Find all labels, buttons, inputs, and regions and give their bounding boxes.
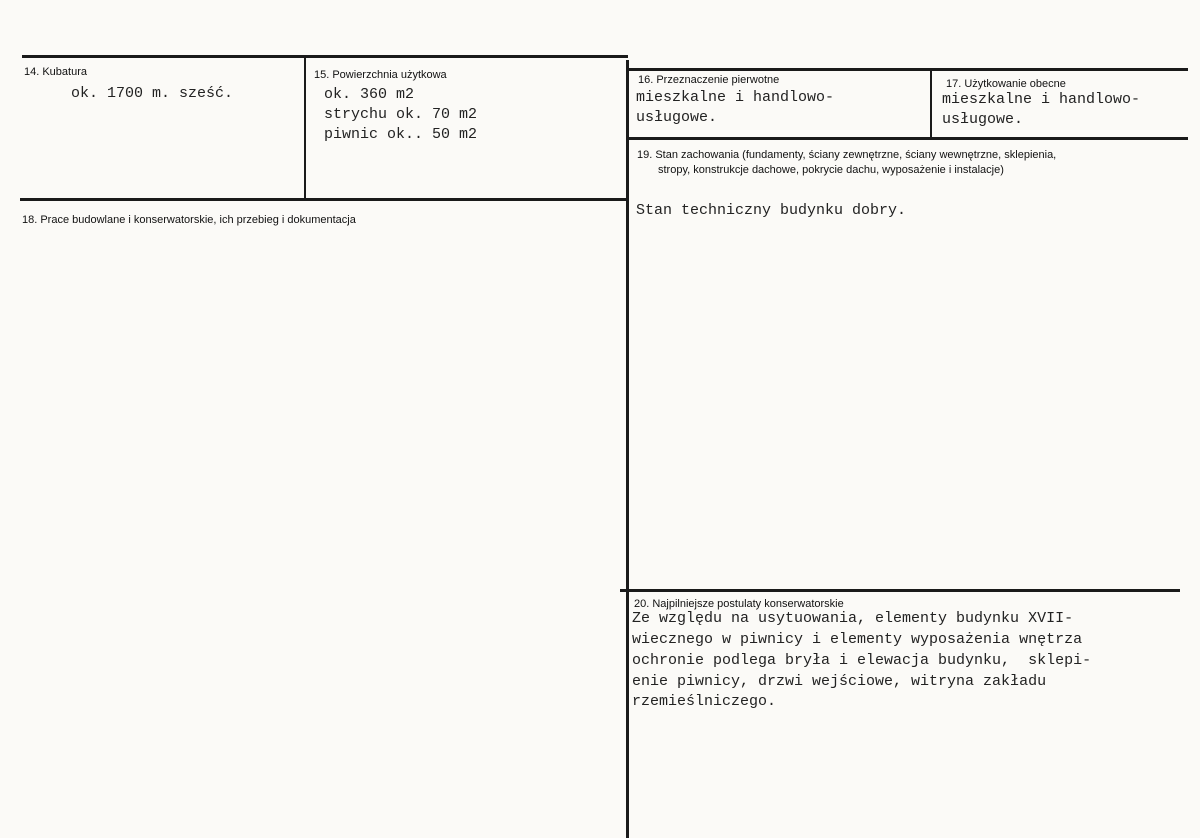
uzytkowanie-line: usługowe. [942,111,1024,128]
postulaty-line: wiecznego w piwnicy i elementy wyposażenia wnętrza [632,631,1083,648]
przeznaczenie-label: 16. Przeznaczenie pierwotne [638,74,780,86]
stan-label: 19. Stan zachowania (fundamenty, ściany zewnętrzne, ściany wewnętrzne, sklepienia, [637,149,1057,161]
powierzchnia-line: ok. 360 m2 [324,86,415,103]
stan-value: Stan techniczny budynku dobry. [636,202,907,219]
divider-center [626,60,629,838]
divider-16-17 [930,70,932,138]
rule-under-14-15 [20,198,626,201]
kubatura-label: 14. Kubatura [24,66,87,78]
postulaty-line: Ze względu na usytuowania, elementy budynku XVII- [632,610,1074,627]
rule-under-16-17 [628,137,1188,140]
uzytkowanie-line: mieszkalne i handlowo- [942,91,1141,108]
powierzchnia-line: strychu ok. 70 m2 [324,106,478,123]
postulaty-line: rzemieślniczego. [632,693,777,710]
rule-above-20 [620,589,1180,592]
przeznaczenie-line: mieszkalne i handlowo- [636,89,835,106]
uzytkowanie-label: 17. Użytkowanie obecne [946,78,1066,90]
top-rule-right [628,68,1188,71]
top-rule-left [22,55,628,58]
postulaty-label: 20. Najpilniejsze postulaty konserwatorskie [634,598,844,610]
divider-14-15 [304,57,306,200]
powierzchnia-label: 15. Powierzchnia użytkowa [314,69,447,81]
postulaty-line: enie piwnicy, drzwi wejściowe, witryna zakładu [632,673,1047,690]
przeznaczenie-line: usługowe. [636,109,718,126]
kubatura-value: ok. 1700 m. sześć. [71,85,234,102]
prace-label: 18. Prace budowlane i konserwatorskie, ich przebieg i dokumentacja [22,214,356,226]
postulaty-line: ochronie podlega bryła i elewacja budynku, sklepi- [632,652,1092,669]
powierzchnia-line: piwnic ok.. 50 m2 [324,126,478,143]
stan-label: stropy, konstrukcje dachowe, pokrycie dachu, wyposażenie i instalacje) [658,164,1004,176]
